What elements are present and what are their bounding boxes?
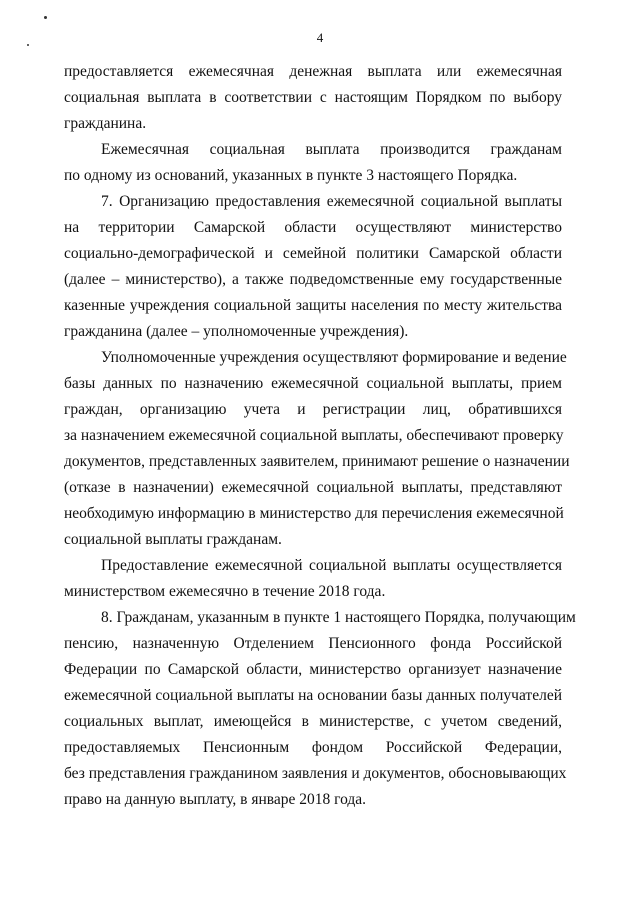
text-line: (далее – министерство), а также подведомственные ему государственные [64, 271, 562, 288]
text-line: граждан, организацию учета и регистрации лиц, обратившихся [64, 401, 562, 418]
text-line: социально-демографической и семейной политики Самарской области [64, 245, 562, 262]
text-line: социальных выплат, имеющейся в министерстве, с учетом сведений, [64, 713, 562, 730]
text-line: предоставляемых Пенсионным фондом Российской Федерации, [64, 739, 562, 756]
text-line: по одному из оснований, указанных в пункте 3 настоящего Порядка. [64, 167, 518, 184]
text-line: Уполномоченные учреждения осуществляют формирование и ведение [101, 349, 567, 366]
text-line: необходимую информацию в министерство для перечисления ежемесячной [64, 505, 564, 522]
text-line: на территории Самарской области осуществляют министерство [64, 219, 562, 236]
text-line: пенсию, назначенную Отделением Пенсионного фонда Российской [64, 635, 562, 652]
text-line: базы данных по назначению ежемесячной социальной выплаты, прием [64, 375, 562, 392]
text-line: Предоставление ежемесячной социальной выплаты осуществляется [101, 557, 562, 574]
text-line: документов, представленных заявителем, принимают решение о назначении [64, 453, 570, 470]
text-line: социальной выплаты гражданам. [64, 531, 282, 548]
text-line: за назначением ежемесячной социальной выплаты, обеспечивают проверку [64, 427, 564, 444]
text-line: предоставляется ежемесячная денежная выплата или ежемесячная [64, 63, 562, 80]
text-line: 7. Организацию предоставления ежемесячной социальной выплаты [101, 193, 562, 210]
text-line: ежемесячной социальной выплаты на основании базы данных получателей [64, 687, 562, 704]
text-line: социальная выплата в соответствии с настоящим Порядком по выбору [64, 89, 562, 106]
text-line: право на данную выплату, в январе 2018 года. [64, 791, 367, 808]
text-line: гражданина. [64, 115, 147, 132]
text-line: Федерации по Самарской области, министерство организует назначение [64, 661, 562, 678]
text-line: гражданина (далее – уполномоченные учреждения). [64, 323, 409, 340]
scan-speck [44, 16, 47, 19]
text-line: Ежемесячная социальная выплата производится гражданам [101, 141, 562, 158]
text-line: без представления гражданином заявления и документов, обосновывающих [64, 765, 567, 782]
text-line: 8. Гражданам, указанным в пункте 1 настоящего Порядка, получающим [101, 609, 576, 626]
text-line: казенные учреждения социальной защиты населения по месту жительства [64, 297, 562, 314]
text-line: (отказе в назначении) ежемесячной социальной выплаты, представляют [64, 479, 562, 496]
page-number: 4 [316, 30, 324, 45]
text-line: министерством ежемесячно в течение 2018 года. [64, 583, 386, 600]
